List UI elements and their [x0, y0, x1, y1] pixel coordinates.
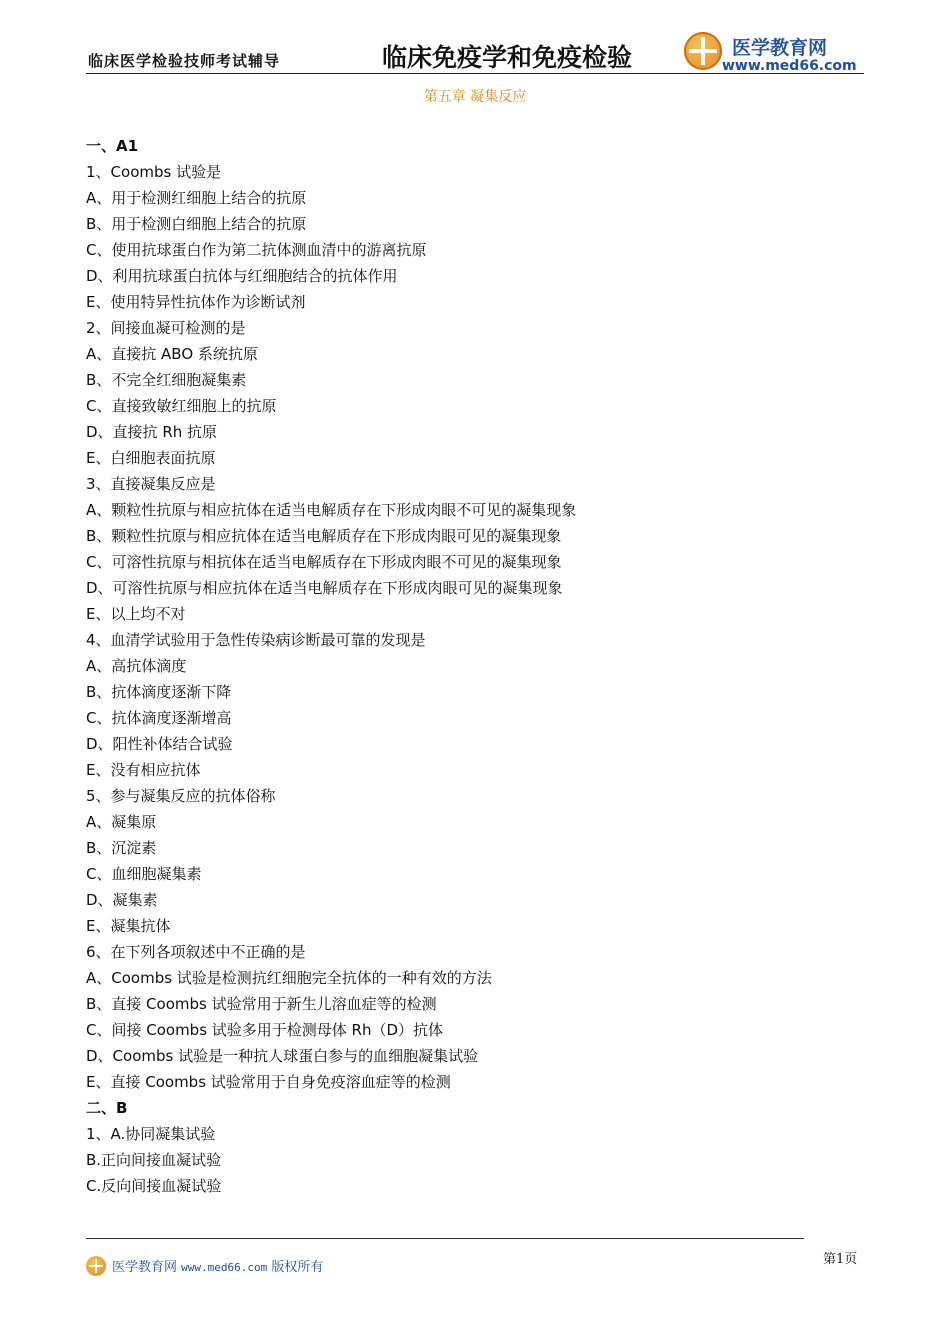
footer-logo-icon [86, 1256, 106, 1276]
section-heading: 一、A1 [86, 137, 139, 155]
answer-option: D、可溶性抗原与相应抗体在适当电解质存在下形成肉眼可见的凝集现象 [86, 579, 563, 597]
answer-option: B、不完全红细胞凝集素 [86, 371, 247, 389]
answer-option: C、直接致敏红细胞上的抗原 [86, 397, 277, 415]
footer-copyright [112, 1256, 323, 1275]
answer-option: A、Coombs 试验是检测抗红细胞完全抗体的一种有效的方法 [86, 969, 492, 987]
answer-option: C.反向间接血凝试验 [86, 1177, 222, 1195]
med66-cross-logo-icon [684, 32, 722, 70]
answer-option: A、用于检测红细胞上结合的抗原 [86, 189, 307, 207]
header-divider [86, 73, 864, 74]
answer-option: A、直接抗 ABO 系统抗原 [86, 345, 258, 363]
section-heading: 二、B [86, 1099, 128, 1117]
answer-option: C、血细胞凝集素 [86, 865, 202, 883]
answer-option: E、使用特异性抗体作为诊断试剂 [86, 293, 306, 311]
question-stem: 4、血清学试验用于急性传染病诊断最可靠的发现是 [86, 631, 426, 649]
header-left-title: 临床医学检验技师考试辅导 [88, 52, 281, 70]
answer-option: E、没有相应抗体 [86, 761, 201, 779]
answer-option: E、以上均不对 [86, 605, 186, 623]
answer-option: C、可溶性抗原与相抗体在适当电解质存在下形成肉眼不可见的凝集现象 [86, 553, 562, 571]
footer-divider [86, 1238, 804, 1239]
answer-option: E、直接 Coombs 试验常用于自身免疫溶血症等的检测 [86, 1073, 451, 1091]
answer-option: C、间接 Coombs 试验多用于检测母体 Rh（D）抗体 [86, 1021, 444, 1039]
page-number: 第1页 [823, 1252, 858, 1267]
answer-option: D、阳性补体结合试验 [86, 735, 233, 753]
answer-option: B、直接 Coombs 试验常用于新生儿溶血症等的检测 [86, 995, 437, 1013]
answer-option: A、颗粒性抗原与相应抗体在适当电解质存在下形成肉眼不可见的凝集现象 [86, 501, 577, 519]
footer-url[interactable]: www.med66.com [181, 1261, 268, 1274]
header-center-title: 临床免疫学和免疫检验 [382, 43, 633, 72]
question-stem: 1、A.协同凝集试验 [86, 1125, 216, 1143]
answer-option: B.正向间接血凝试验 [86, 1151, 222, 1169]
answer-option: E、凝集抗体 [86, 917, 171, 935]
answer-option: A、凝集原 [86, 813, 157, 831]
logo-site-name: 医学教育网 [732, 37, 828, 59]
answer-option: D、凝集素 [86, 891, 158, 909]
answer-option: B、用于检测白细胞上结合的抗原 [86, 215, 307, 233]
answer-option: B、颗粒性抗原与相应抗体在适当电解质存在下形成肉眼可见的凝集现象 [86, 527, 562, 545]
answer-option: D、Coombs 试验是一种抗人球蛋白参与的血细胞凝集试验 [86, 1047, 479, 1065]
answer-option: B、抗体滴度逐渐下降 [86, 683, 232, 701]
answer-option: B、沉淀素 [86, 839, 157, 857]
logo-url: www.med66.com [722, 58, 857, 74]
answer-option: D、利用抗球蛋白抗体与红细胞结合的抗体作用 [86, 267, 398, 285]
question-stem: 6、在下列各项叙述中不正确的是 [86, 943, 306, 961]
question-stem: 5、参与凝集反应的抗体俗称 [86, 787, 276, 805]
answer-option: C、抗体滴度逐渐增高 [86, 709, 232, 727]
answer-option: E、白细胞表面抗原 [86, 449, 216, 467]
answer-option: D、直接抗 Rh 抗原 [86, 423, 218, 441]
footer-site-name: 医学教育网 [112, 1260, 178, 1275]
answer-option: C、使用抗球蛋白作为第二抗体测血清中的游离抗原 [86, 241, 427, 259]
question-content [86, 133, 866, 1199]
question-stem: 3、直接凝集反应是 [86, 475, 216, 493]
question-stem: 2、间接血凝可检测的是 [86, 319, 246, 337]
header-logo[interactable] [684, 32, 864, 76]
footer-rights: 版权所有 [271, 1260, 324, 1275]
question-stem: 1、Coombs 试验是 [86, 163, 222, 181]
chapter-title: 第五章 凝集反应 [423, 89, 527, 105]
answer-option: A、高抗体滴度 [86, 657, 187, 675]
